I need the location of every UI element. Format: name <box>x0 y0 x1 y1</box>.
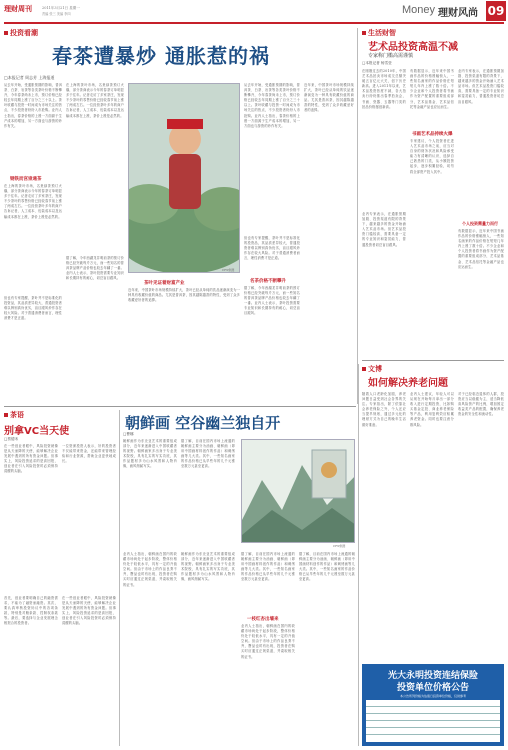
column-divider <box>119 410 120 746</box>
column-divider <box>358 364 359 746</box>
section-label-text: 文博 <box>368 365 382 373</box>
paper-logo <box>4 4 32 14</box>
section-label <box>362 364 382 374</box>
article-body: 在上海的茶叶市场，名贵绿茶预订火爆，部分茶商表示今年的春茶订单明显多于往年。记者走访了多家茶庄，发现不少茶叶的零售价格已经较春节前上涨了两成左右。一位经营茶叶多年的商户告诉记者，人工成本、包装成本以及运输成本都在上涨，茶价上涨是必然的。 <box>66 83 124 118</box>
photo-caption: CFP供图 <box>222 268 235 272</box>
article-subhead: 一枝红杏出墙来 <box>247 617 279 622</box>
ad-price-table <box>366 700 500 742</box>
section-cn: 理财风尚 <box>438 8 478 19</box>
article-body: 据了解，目前在国内市场上流通的朝鲜画主要分为油画、朝鲜画（即用中国画材料创作的作品）和刺绣画等几大类。其中，一些知名画家的作品价格已从早些年的几千元涨至数万元甚至更高。 <box>241 552 295 582</box>
article-body: 近年来，中国茶叶市场规模持续扩大，茶叶已经从单纯的饮品逐渐演变为一种具有收藏价值的商品。尤其是普洱茶，因其越陈越香的特性，受到了众多收藏爱好者的追捧。 <box>128 288 240 303</box>
article-subhead: 名茶价格不断攀升 <box>250 279 286 284</box>
section-en: Money <box>402 4 436 16</box>
ad-title: 光大永明投资连结保险 <box>387 671 478 681</box>
page-header <box>0 0 508 24</box>
article-subhead: 书画艺术品持续火爆 <box>412 132 453 137</box>
dateline: 2011年3月21日 星期一 <box>42 6 80 10</box>
article-body: 业内人士指出，朝鲜画在国内的收藏市场尚处于起步阶段，整体价格仍处于较低水平，具有一定的升值空间。但由于市场上的作品良莠不齐，赝品也时有出现，投资者在购买时应通过正规渠道，并索取相关的证书。 <box>123 552 177 587</box>
section-label <box>362 28 396 38</box>
article-subhead: 茶叶见证着财富产业 <box>144 281 185 286</box>
insurance-ad <box>362 664 504 746</box>
article-body: 随着人口老龄化加剧，养老问题日益受到社会各界的关注。专家指出，除了依靠社会养老保险之外，个人还应当提早规划，通过多元化的理财方式为自己的晚年生活做好准备。 <box>362 392 406 427</box>
article-body: 业内人士指出，朝鲜画在国内的收藏市场尚处于起步阶段，整体价格仍处于较低水平，具有一定的升值空间。但由于市场上的作品良莠不齐，赝品也时有出现，投资者在购买时应通过正规渠道，并索取相关的证书。 <box>241 624 295 659</box>
article-body: 业内专家表示，在通胀预期加剧、投资渠道有限的背景下，越来越多的资金开始涌入艺术品市场。但艺术品投资门槛较高，需要具备一定的专业知识和鉴赏能力，普通投资者切忌盲目跟风。 <box>458 69 504 104</box>
bottom-mid-article <box>123 410 355 746</box>
bottom-left-column <box>4 410 116 746</box>
article-body: 一位资深投资人表示，好的投资者不仅能带来资金，还能带来管理经验和行业资源，帮助企业更快地成长。 <box>62 444 116 464</box>
article-subhead: 钢铁而宫崇通茶 <box>10 177 42 182</box>
article-body: 但也有专家提醒，茶叶并不是标准化的投资品，其品质差异较大，普通投资者难以辨别真伪优劣，盲目跟风炒作存在较大风险。对于普通消费者而言，理性消费才是正道。 <box>4 296 62 321</box>
article-body: 首先，创业者要明确自己的融资需求，不能为了融资而融资。其次，要认真审核投资协议中的各项条款，特别是对赌条款、控制权条款等。最后，要选择与企业发展理念相契合的投资者。 <box>4 596 58 626</box>
article-body: 有数据显示，近年来中国书画作品的价格涨幅惊人，一些知名画家的作品价格在短短几年内上涨了数十倍。不少企业和个人投资者将书画作为资产配置的重要组成部分，艺术品基金、艺术品信托等金融产品也应运而生。 <box>410 69 454 109</box>
section-square-icon <box>362 31 366 35</box>
article-body: 据了解，今年西湖龙井明前茶的预订价格已经突破每斤万元，而一些知名的普洱茶品牌产品价格也较去年翻了一番。业内人士表示，茶叶投资需要专业知识和长期持有的耐心，切忌盲目跟风。 <box>66 256 124 281</box>
article-headline: 别拿VC当天使 <box>4 426 70 437</box>
article-body: 在一些创业者眼中，风险投资就像是从天而降的天使，能够解决企业发展中遇到的所有资金问题。但事实上，风险投资追求的是高回报，创业者在引入风险投资时必须保持清醒的头脑。 <box>62 596 116 626</box>
article-byline: □本报记者 周志芳 上海报道 <box>4 75 55 80</box>
article-byline: □本报记者 杨雪莹 <box>362 61 392 65</box>
article-body: 朝鲜画作为东北亚艺术的重要组成部分，近年来逐渐进入中国收藏者的视野。朝鲜画家多出身于专业美术院校，具有扎实的写实功底，其作品题材多为山水风景和人物肖像，画风细腻写实。 <box>123 439 177 469</box>
page-number: 09 <box>486 1 506 21</box>
article-body: 据了解，目前在国内市场上流通的朝鲜画主要分为油画、朝鲜画（即用中国画材料创作的作品）和刺绣画等几大类。其中，一些知名画家的作品价格已从早些年的几千元涨至数万元甚至更高。 <box>181 439 235 469</box>
right-bottom-article <box>362 364 504 664</box>
section-square-icon <box>4 413 8 417</box>
section-rule <box>4 406 356 407</box>
section-label-text: 生活财智 <box>368 29 396 37</box>
article-body: 据了解，目前在国内市场上流通的朝鲜画主要分为油画、朝鲜画（即用中国画材料创作的作品）和刺绣画等几大类。其中，一些知名画家的作品价格已从早些年的几千元涨至数万元甚至更高。 <box>299 552 355 582</box>
article-headline: 朝鲜画 空谷幽兰独自开 <box>125 414 281 432</box>
article-body: 业内专家表示，在通胀预期加剧、投资渠道有限的背景下，越来越多的资金开始涌入艺术品市场。但艺术品投资门槛较高，需要具备一定的专业知识和鉴赏能力，普通投资者切忌盲目跟风。 <box>362 212 406 247</box>
section-square-icon <box>362 367 366 371</box>
article-headline: 艺术品投资高温不减 <box>368 42 458 53</box>
article-body: 但也有专家提醒，茶叶并不是标准化的投资品，其品质差异较大，普通投资者难以辨别真伪优劣，盲目跟风炒作存在较大风险。对于普通消费者而言，理性消费才是正道。 <box>244 236 300 261</box>
ad-subtitle: 投资单位价格公告 <box>396 683 469 693</box>
article-headline: 如何解决养老问题 <box>368 378 448 389</box>
section-rule <box>362 360 504 361</box>
ad-note: 本公告所列价格为估值日投资单位价格，仅供参考 <box>399 694 466 698</box>
section-label <box>4 410 24 420</box>
right-top-article <box>362 28 504 358</box>
paper-name: 理财周刊 <box>4 5 32 13</box>
article-body: 据了解，今年西湖龙井明前茶的预订价格已经突破每斤万元，而一些知名的普洱茶品牌产品价格也较去年翻了一番。业内人士表示，茶叶投资需要专业知识和长期持有的耐心，切忌盲目跟风。 <box>244 286 300 316</box>
article-subhead: 个人投资需量力而行 <box>462 221 498 226</box>
section-label <box>4 28 38 38</box>
header-rule <box>4 22 504 24</box>
article-body: 在刚刚过去的2010年，中国艺术品拍卖市场成交总额突破五百亿元大关，创下历史新高。进入2011年以来，艺术品投资热度不减，各大拍卖行纷纷推出春季拍卖会，书画、瓷器、玉器等门类的拍品价格屡创新高。 <box>362 69 406 109</box>
article-body: 业内人士建议，年轻人可以从现在开始每月拿出一部分收入进行定期投资，比如购买基金定投、商业养老保险等产品，利用复利效应积累养老资金。同时也要注意分散风险。 <box>410 392 454 427</box>
left-article <box>4 28 354 404</box>
article-body: 从去年开始，受通胀预期的影响，普洱茶、白茶、岩茶等各类茶叶价格不断攀升，今年春茶尚未上市，预订价格已经较去年同期上涨了百分之三十以上。茶叶收藏与投资一时间成为市场关注的热点，不少投资者纷纷入市抢购。业内人士指出，春茶价格的上涨一方面源于生产成本的增加，另一方面也与游资的炒作有关。 <box>4 83 62 128</box>
article-body: 有数据显示，近年来中国书画作品的价格涨幅惊人，一些知名画家的作品价格在短短几年内上涨了数十倍。不少企业和个人投资者将书画作为资产配置的重要组成部分，艺术品基金、艺术品信托等金融产品也应运而生。 <box>458 229 504 269</box>
column-divider <box>357 28 358 404</box>
article-deck: 专家称门槛高需谨慎 <box>368 53 414 59</box>
article-byline: □曹娜 <box>123 432 134 436</box>
section-square-icon <box>4 31 8 35</box>
tea-field-photo <box>128 83 240 273</box>
photo-caption: CFP供图 <box>333 544 346 548</box>
article-headline: 春茶遭暴炒 通胀惹的祸 <box>52 44 270 68</box>
korean-painting-photo <box>241 439 355 543</box>
article-body: 朝鲜画作为东北亚艺术的重要组成部分，近年来逐渐进入中国收藏者的视野。朝鲜画家多出身于专业美术院校，具有扎实的写实功底，其作品题材多为山水风景和人物肖像，画风细腻写实。 <box>181 552 235 582</box>
article-body: 在一些创业者眼中，风险投资就像是从天而降的天使，能够解决企业发展中遇到的所有资金问题。但事实上，风险投资追求的是高回报，创业者在引入风险投资时必须保持清醒的头脑。 <box>4 444 58 474</box>
landscape-painting-illustration <box>242 440 355 543</box>
article-body: 从去年开始，受通胀预期的影响，普洱茶、白茶、岩茶等各类茶叶价格不断攀升，今年春茶尚未上市，预订价格已经较去年同期上涨了百分之三十以上。茶叶收藏与投资一时间成为市场关注的热点，不少投资者纷纷入市抢购。业内人士指出，春茶价格的上涨一方面源于生产成本的增加，另一方面也与游资的炒作有关。 <box>244 83 300 128</box>
editor-line: 责编 张三 美编 李四 <box>42 12 71 16</box>
article-byline: □蔡德禾 <box>4 437 19 441</box>
article-body: 近年来，中国茶叶市场规模持续扩大，茶叶已经从单纯的饮品逐渐演变为一种具有收藏价值的商品。尤其是普洱茶，因其越陈越香的特性，受到了众多收藏爱好者的追捧。 <box>304 83 354 113</box>
section-label-text: 投资看潮 <box>10 29 38 37</box>
tea-picker-illustration <box>129 84 240 273</box>
article-body: 专家建议，个人投资者在进入艺术品市场之前，应当对自身的财务状况和风险承受能力有清晰的认识，选择自己熟悉的门类，从小额投资起步，逐步积累经验，切勿将全部资产投入其中。 <box>410 139 454 174</box>
article-body: 在上海的茶叶市场，名贵绿茶预订火爆，部分茶商表示今年的春茶订单明显多于往年。记者走访了多家茶庄，发现不少茶叶的零售价格已经较春节前上涨了两成左右。一位经营茶叶多年的商户告诉记者，人工成本、包装成本以及运输成本都在上涨，茶价上涨是必然的。 <box>4 184 62 219</box>
article-body: 对于已经临近退休的人群，投资应当以稳健为主，适当降低高风险资产的比例，增加固定收益类产品的配置，确保养老资金的安全性和流动性。 <box>458 392 504 417</box>
section-label-text: 茶语 <box>10 411 24 419</box>
